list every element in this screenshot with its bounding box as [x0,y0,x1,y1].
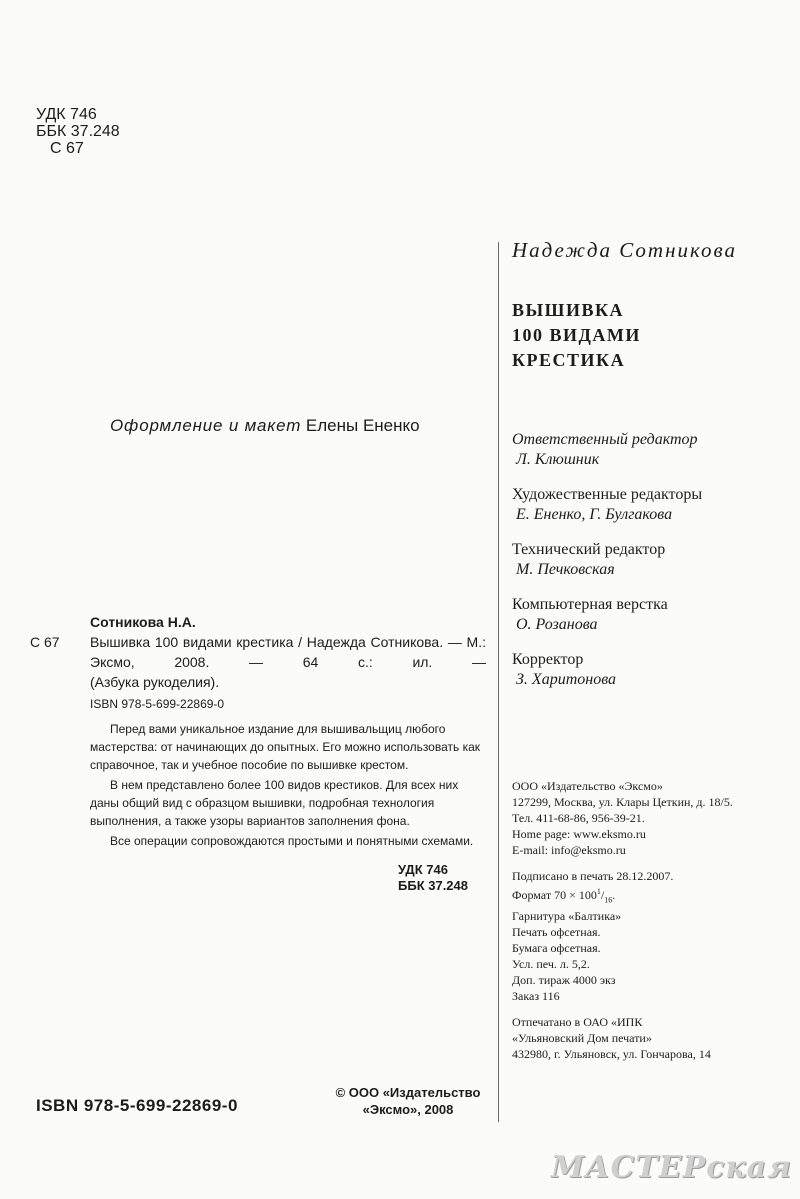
copyright-line: © ООО «Издательство [335,1085,481,1100]
design-credit [110,416,420,436]
watermark-logo: МАСТЕРская [550,1150,792,1185]
udk-header [36,106,120,157]
author-mark: С 67 [50,140,84,157]
card-annotation: В нем представлено более 100 видов крестиков. Для всех них даны общий вид с образцом вышивки, подробная технология выполнения, а также узоры вариантов заполнения фона. [90,778,459,828]
imprint-line: Гарнитура «Балтика» [512,909,622,924]
title-line: ВЫШИВКА [512,300,625,320]
credit-role: Ответственный редактор [512,431,698,448]
book-title [512,298,641,373]
editorial-credits [512,430,792,705]
author-name: Надежда Сотникова [512,238,737,262]
imprint-line: Тел. 411-68-86, 956-39-21. [512,811,645,825]
card-author: Сотникова Н.А. [90,614,196,630]
bbk-code: ББК 37.248 [36,123,120,140]
credit-name: Л. Клюшник [516,451,600,468]
title-line: КРЕСТИКА [512,350,626,370]
card-bbk: ББК 37.248 [398,878,468,893]
card-isbn: ISBN 978-5-699-22869-0 [90,697,225,711]
credit-name: Е. Ененко, Г. Булгакова [516,506,673,523]
credit-entry [512,430,792,470]
design-name: Елены Ененко [305,416,420,435]
imprint-line: ООО «Издательство «Эксмо» [512,779,663,793]
imprint-line: E-mail: info@eksmo.ru [512,843,626,857]
credit-role: Компьютерная верстка [512,596,668,613]
publisher-imprint [512,778,792,1062]
title-line: 100 ВИДАМИ [512,325,641,345]
imprint-line: Бумага офсетная. [512,941,601,956]
catalog-card [90,612,486,852]
card-description: Вышивка 100 видами крестика / Надежда Сотникова. — М.: Эксмо, 2008. — 64 с.: ил. — [90,634,486,670]
credit-entry [512,650,792,690]
imprint-format: Формат $70 \times 100^1/_{16}$. [512,887,616,905]
credit-entry [512,485,792,525]
imprint-line: 127299, Москва, ул. Клары Цеткин, д. 18/5. [512,795,733,809]
imprint-line: Home page: www.eksmo.ru [512,827,646,841]
credit-entry [512,540,792,580]
card-annotation: Перед вами уникальное издание для вышивальщиц любого мастерства: от начинающих до опытных. Его можно использовать как справочное, так и учебное пособие по вышивке крестом. [90,722,481,772]
credit-name: М. Печковская [516,561,615,578]
imprint-line: «Ульяновский Дом печати» [512,1031,652,1046]
isbn-main: ISBN 978-5-699-22869-0 [36,1096,238,1115]
udk-code: УДК 746 [36,106,97,123]
credit-name: О. Розанова [516,616,598,633]
imprint-line: Печать офсетная. [512,925,601,940]
credit-role: Художественные редакторы [512,486,703,503]
imprint-line: Доп. тираж 4000 экз [512,973,616,988]
imprint-line: Усл. печ. л. 5,2. [512,957,590,972]
card-udk: УДК 746 [398,862,448,877]
catalog-card-code: С 67 [30,634,60,650]
imprint-line: Отпечатано в ОАО «ИПК [512,1015,643,1030]
imprint-line: Заказ 116 [512,989,560,1004]
card-classification [398,862,468,894]
credit-role: Технический редактор [512,541,666,558]
credit-role: Корректор [512,651,584,668]
column-divider [498,242,499,1122]
credit-name: З. Харитонова [516,671,617,688]
design-label: Оформление и макет [110,416,302,435]
imprint-line: Подписано в печать 28.12.2007. [512,869,674,883]
credit-entry [512,595,792,635]
copyright-notice [330,1084,486,1118]
card-annotation: Все операции сопровождаются простыми и понятными схемами. [110,834,474,848]
card-series: (Азбука рукоделия). [90,674,220,690]
imprint-line: 432980, г. Ульяновск, ул. Гончарова, 14 [512,1047,711,1062]
copyright-line: «Эксмо», 2008 [362,1102,454,1117]
